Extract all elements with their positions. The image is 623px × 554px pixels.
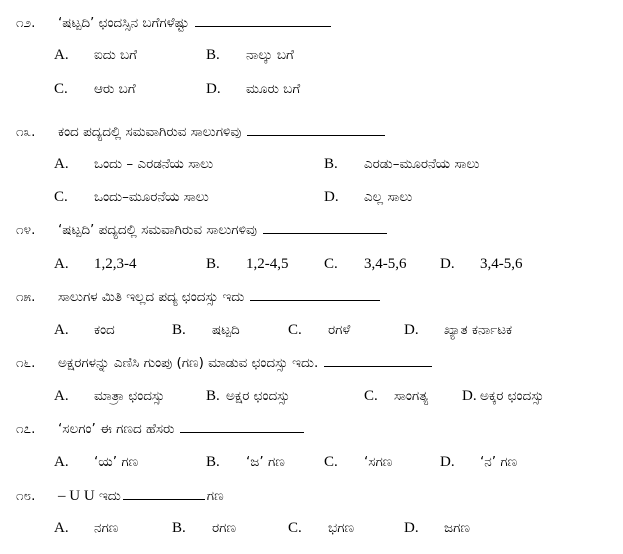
option-b: B. ರಗಣ	[172, 520, 237, 536]
option-c: C. 3,4-5,6	[324, 256, 407, 272]
option-d: D. ಖ್ಯಾತ ಕರ್ನಾಟಕ	[404, 322, 513, 338]
answer-blank	[324, 354, 432, 367]
answer-blank	[263, 221, 387, 234]
question-13	[16, 123, 385, 141]
answer-blank	[195, 14, 331, 27]
question-16	[16, 354, 432, 372]
option-d: D. ಜಗಣ	[404, 520, 470, 536]
option-d: D. ಎಲ್ಲ ಸಾಲು	[324, 189, 413, 205]
answer-blank	[250, 288, 380, 301]
question-text: ‘ಷಟ್ಪದಿ’ ಛಂದಸ್ಸಿನ ಬಗೆಗಳೆಷ್ಟು	[58, 15, 190, 31]
question-number: ೧೨.	[16, 15, 36, 31]
question-15	[16, 288, 380, 306]
option-b: B. ನಾಲ್ಕು ಬಗೆ	[206, 47, 294, 63]
option-b: B. 1,2-4,5	[206, 256, 289, 272]
option-d: D. ಅಕ್ಕರ ಛಂದಸ್ಸು	[462, 388, 544, 404]
question-number: ೧೮.	[16, 488, 36, 504]
option-a: A. ಕಂದ	[54, 322, 115, 338]
option-a: A. ‘ಯ’ ಗಣ	[54, 454, 139, 470]
answer-blank	[123, 487, 205, 500]
option-c: C. ‘ಸಗಣ	[324, 454, 393, 470]
question-14	[16, 221, 387, 239]
option-a: A. ಮಾತ್ರಾ ಛಂದಸ್ಸು	[54, 388, 165, 404]
question-text: ಅಕ್ಷರಗಳನ್ನು ಎಣಿಸಿ ಗುಂಪು (ಗಣ) ಮಾಡುವ ಛಂದಸ್ಸು ಇದು.	[58, 355, 319, 371]
question-number: ೧೭.	[16, 421, 36, 437]
option-a: A. 1,2,3-4	[54, 256, 137, 272]
question-number: ೧೫.	[16, 289, 36, 305]
option-b: B. ಅಕ್ಷರ ಛಂದಸ್ಸು	[206, 388, 290, 404]
option-a: A. ಒಂದು – ಎರಡನೆಯ ಸಾಲು	[54, 156, 214, 172]
option-b: B. ಷಟ್ಪದಿ	[172, 322, 240, 338]
option-a: A. ನಗಣ	[54, 520, 119, 536]
option-a: A. ಐದು ಬಗೆ	[54, 47, 138, 63]
question-text: ಸಾಲುಗಳ ಮಿತಿ ಇಲ್ಲದ ಪದ್ಯ ಛಂದಸ್ಸು ಇದು	[58, 289, 245, 305]
option-b: B. ‘ಜ’ ಗಣ	[206, 454, 285, 470]
answer-blank	[247, 123, 385, 136]
question-text: ‘ಷಟ್ಪದಿ’ ಪದ್ಯದಲ್ಲಿ ಸಮವಾಗಿರುವ ಸಾಲುಗಳಿವು	[58, 222, 257, 238]
option-c: C. ರಗಳೆ	[288, 322, 351, 338]
question-12	[16, 14, 331, 32]
question-number: ೧೪.	[16, 222, 36, 238]
option-d: D. 3,4-5,6	[440, 256, 523, 272]
question-text: ಇದು	[98, 488, 121, 504]
option-c: C. ಒಂದು–ಮೂರನೆಯ ಸಾಲು	[54, 189, 209, 205]
question-suffix: ಗಣ	[206, 488, 224, 504]
question-text: ‘ಸಲಗಂ’ ಈ ಗಣದ ಹೆಸರು	[58, 421, 175, 437]
question-17	[16, 420, 304, 438]
question-text: ಕಂದ ಪದ್ಯದಲ್ಲಿ ಸಮವಾಗಿರುವ ಸಾಲುಗಳಿವು	[58, 124, 242, 140]
answer-blank	[180, 420, 304, 433]
question-18	[16, 487, 224, 505]
option-d: D. ಮೂರು ಬಗೆ	[206, 81, 301, 97]
option-c: C. ಸಾಂಗತ್ಯ	[364, 388, 429, 404]
question-number: ೧೬.	[16, 355, 36, 371]
option-d: D. ‘ನ’ ಗಣ	[440, 454, 518, 470]
option-b: B. ಎರಡು–ಮೂರನೆಯ ಸಾಲು	[324, 156, 480, 172]
option-c: C. ಭಗಣ	[288, 520, 355, 536]
question-number: ೧೩.	[16, 124, 36, 140]
option-c: C. ಆರು ಬಗೆ	[54, 81, 136, 97]
gana-pattern: – U U	[58, 488, 95, 504]
